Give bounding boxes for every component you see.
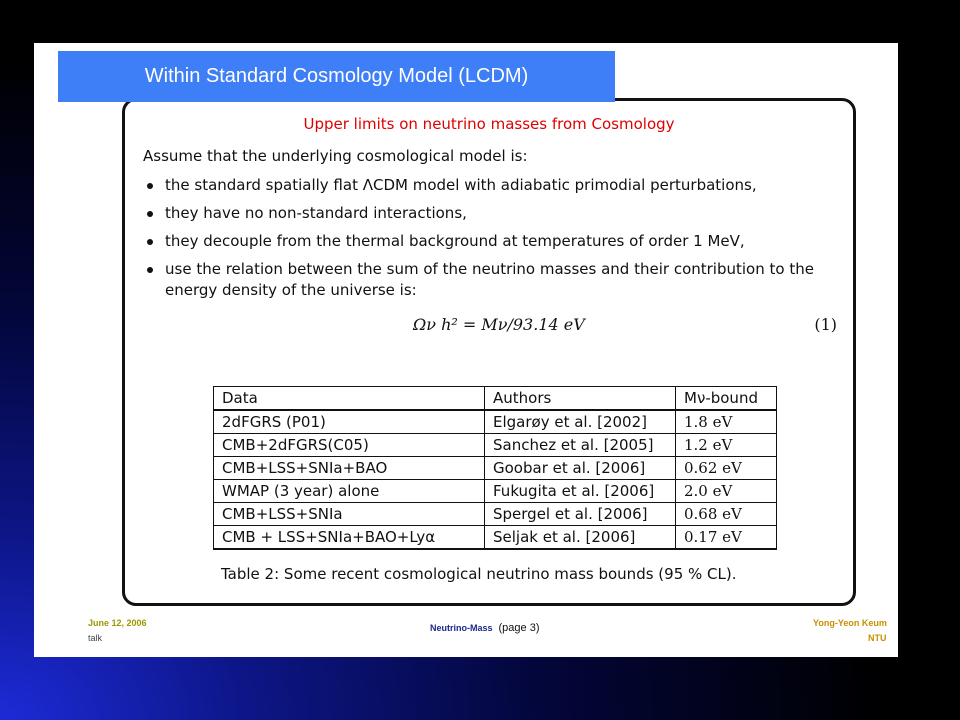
- cell-authors: Spergel et al. [2006]: [485, 503, 676, 526]
- equation: Ων h² = Mν/93.14 eV: [413, 315, 585, 334]
- bullet-dot-icon: [147, 267, 153, 273]
- table-caption: Table 2: Some recent cosmological neutrino mass bounds (95 % CL).: [221, 565, 737, 583]
- content-frame: [122, 98, 856, 606]
- cell-bound: 0.62 eV: [676, 457, 777, 480]
- table-row: [214, 434, 777, 457]
- intro-text: Assume that the underlying cosmological model is:: [143, 147, 528, 165]
- column-header-data: Data: [214, 387, 485, 411]
- list-item: [143, 231, 847, 252]
- cell-data: CMB+LSS+SNIa+BAO: [214, 457, 485, 480]
- column-header-bound: Mν-bound: [676, 387, 777, 411]
- cell-authors: Seljak et al. [2006]: [485, 526, 676, 550]
- cell-authors: Elgarøy et al. [2002]: [485, 410, 676, 434]
- list-item: [143, 203, 847, 224]
- list-item-text: the standard spatially flat ΛCDM model with adiabatic primodial perturbations,: [165, 176, 757, 194]
- footer-author: Yong-Yeon Keum: [813, 618, 887, 628]
- table-row: [214, 457, 777, 480]
- mass-bounds-table: [213, 386, 777, 550]
- cell-authors: Sanchez et al. [2005]: [485, 434, 676, 457]
- bullet-dot-icon: [147, 211, 153, 217]
- list-item-text: use the relation between the sum of the neutrino masses and their contribution to the energy density of the universe is:: [165, 260, 814, 299]
- list-item-text: they have no non-standard interactions,: [165, 204, 467, 222]
- cell-bound: 0.17 eV: [676, 526, 777, 550]
- cell-bound: 1.8 eV: [676, 410, 777, 434]
- footer-page-number: (page 3): [498, 622, 540, 634]
- slide-title: Within Standard Cosmology Model (LCDM): [58, 51, 615, 102]
- cell-bound: 0.68 eV: [676, 503, 777, 526]
- cell-data: CMB+2dFGRS(C05): [214, 434, 485, 457]
- cell-bound: 1.2 eV: [676, 434, 777, 457]
- table-header-row: [214, 387, 777, 411]
- cell-bound: 2.0 eV: [676, 480, 777, 503]
- cell-data: 2dFGRS (P01): [214, 410, 485, 434]
- cell-data: WMAP (3 year) alone: [214, 480, 485, 503]
- assumption-list: [143, 175, 847, 308]
- bullet-dot-icon: [147, 239, 153, 245]
- column-header-authors: Authors: [485, 387, 676, 411]
- list-item: [143, 259, 847, 301]
- table-row: [214, 526, 777, 550]
- cell-data: CMB+LSS+SNIa: [214, 503, 485, 526]
- footer-subtitle: talk: [88, 633, 103, 643]
- cell-authors: Goobar et al. [2006]: [485, 457, 676, 480]
- table-row: [214, 410, 777, 434]
- footer-talk-name: Neutrino-Mass: [430, 623, 493, 633]
- footer-center: [430, 622, 540, 634]
- cell-authors: Fukugita et al. [2006]: [485, 480, 676, 503]
- cell-data: CMB + LSS+SNIa+BAO+Lyα: [214, 526, 485, 550]
- footer-date: June 12, 2006: [88, 618, 147, 628]
- list-item: [143, 175, 847, 196]
- equation-number: (1): [814, 315, 837, 334]
- table-row: [214, 503, 777, 526]
- list-item-text: they decouple from the thermal background at temperatures of order 1 MeV,: [165, 232, 745, 250]
- frame-heading: Upper limits on neutrino masses from Cosmology: [303, 115, 675, 133]
- footer-institution: NTU: [868, 633, 887, 643]
- bullet-dot-icon: [147, 183, 153, 189]
- table-row: [214, 480, 777, 503]
